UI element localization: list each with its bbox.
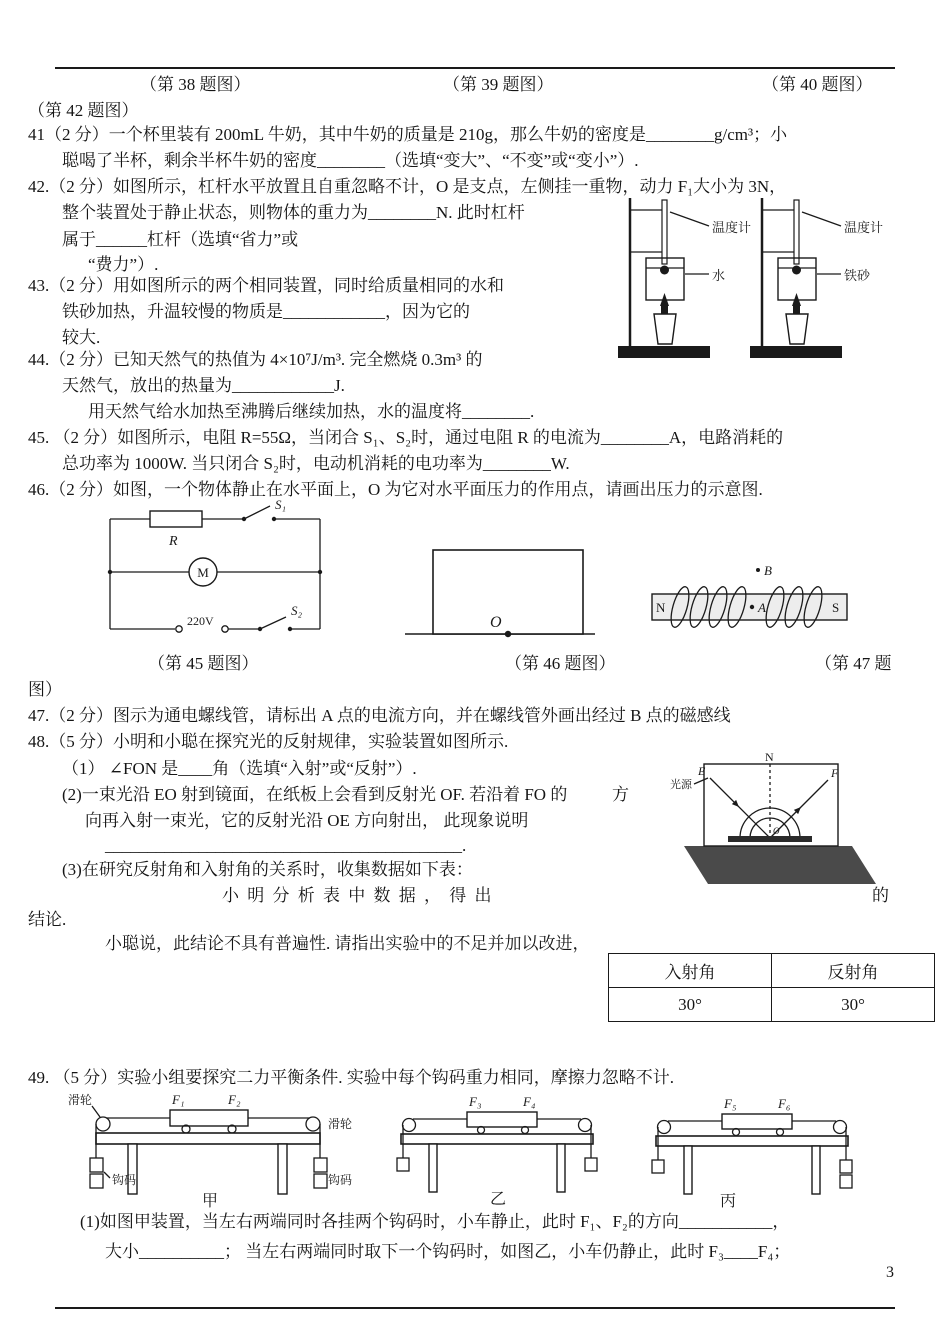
label-force-F3: F₃: [469, 1094, 482, 1109]
question-48-sub3-line2-tail: 的: [872, 886, 889, 905]
label-point-O: O: [490, 614, 502, 631]
block-on-surface-figure-q46: [405, 545, 595, 641]
circuit-figure-q45: [95, 497, 335, 649]
cart-experiment-figure-yi: [385, 1094, 610, 1208]
label-motor-M: M: [197, 565, 209, 580]
question-48-sub2-line2: 向再入射一束光，它的反射光沿 OE 方向射出， 此现象说明: [85, 811, 529, 830]
question-41-line2: 聪喝了半杯，剩余半杯牛奶的密度________（选填“变大”、“不变”或“变小”）.: [62, 151, 639, 170]
label-hooks-left: 钩码: [112, 1173, 137, 1187]
question-47-line1: 47.（2 分）图示为通电螺线管，请标出 A 点的电流方向，并在螺线管外画出经过 B 点的磁感线: [28, 706, 731, 725]
question-43-line2: 铁砂加热，升温较慢的物质是____________，因为它的: [62, 302, 470, 321]
caption-fig39: （第 39 题图）: [443, 75, 554, 94]
caption-fig46: （第 46 题图）: [505, 654, 616, 673]
label-force-F5: F₅: [724, 1096, 737, 1111]
top-divider: [55, 67, 895, 69]
question-44-line3: 用天然气给水加热至沸腾后继续加热，水的温度将________.: [88, 402, 535, 421]
label-pulley-right: 滑轮: [328, 1117, 353, 1131]
label-point-A: A: [758, 600, 766, 615]
label-pole-N: N: [656, 600, 666, 615]
label-resistor-R: R: [169, 534, 178, 549]
question-48-answer-blank: __________________________________________.: [105, 836, 467, 855]
cart-experiment-figure-bing: [640, 1096, 865, 1210]
question-48-sub3-line2: 小 明 分 析 表 中 数 据 ， 得 出: [222, 886, 494, 905]
question-42-line4: “费力”）.: [88, 255, 159, 274]
question-45-line2: 总功率为 1000W. 当只闭合 S₂时，电动机消耗的电功率为________W.: [62, 454, 570, 473]
question-48-intro: 48.（5 分）小明和小聪在探究光的反射规律，实验装置如图所示.: [28, 732, 509, 751]
label-point-B: B: [764, 563, 772, 578]
page-number: 3: [886, 1264, 894, 1281]
table-cell-incident-30: 30°: [609, 988, 772, 1022]
label-point-O-reflection: O: [773, 826, 780, 836]
label-hooks-right: 钩码: [328, 1173, 353, 1187]
question-42-line3: 属于______杠杆（选填“省力”或: [62, 230, 299, 249]
label-thermometer-left: 温度计: [712, 220, 752, 235]
label-point-F: F: [831, 766, 839, 780]
caption-fig38: （第 38 题图）: [140, 75, 251, 94]
question-41-line1: 41（2 分）一个杯里装有 200mL 牛奶，其中牛奶的质量是 210g，那么牛奶的密度是________g/cm³；小: [28, 125, 788, 144]
question-49-intro: 49. （5 分）实验小组要探究二力平衡条件. 实验中每个钩码重力相同，摩擦力忽略不计.: [28, 1068, 674, 1087]
cart-experiment-figure-jia: [62, 1090, 362, 1210]
caption-fig47-part2: 图）: [28, 680, 62, 699]
question-44-line2: 天然气，放出的热量为____________J.: [62, 376, 345, 395]
question-43-line1: 43.（2 分）用如图所示的两个相同装置，同时给质量相同的水和: [28, 276, 504, 295]
question-48-sub2-line1: (2)一束光沿 EO 射到镜面，在纸板上会看到反射光 OF. 若沿着 FO 的: [62, 785, 568, 804]
caption-fig42: （第 42 题图）: [28, 101, 139, 120]
question-48-sub3-line3: 结论.: [28, 910, 67, 929]
label-water: 水: [712, 268, 726, 283]
label-force-F1: F₁: [172, 1092, 185, 1107]
caption-fig40: （第 40 题图）: [762, 75, 873, 94]
label-setup-bing: 丙: [720, 1193, 737, 1210]
label-voltage-220v: 220V: [187, 614, 214, 628]
label-setup-yi: 乙: [490, 1191, 507, 1208]
question-45-line1: 45. （2 分）如图所示，电阻 R=55Ω，当闭合 S₁、S₂时，通过电阻 R 的电流为________A，电路消耗的: [28, 428, 784, 447]
question-42-line1: 42.（2 分）如图所示，杠杆水平放置且自重忽略不计，O 是支点，左侧挂一重物，动力 F₁大小为 3N，: [28, 177, 787, 196]
label-thermometer-right: 温度计: [844, 220, 884, 235]
table-header-incident-angle: 入射角: [609, 954, 772, 988]
label-switch-s1: S₁: [275, 497, 287, 512]
table-header-reflection-angle: 反射角: [772, 954, 935, 988]
question-48-sub4: 小聪说，此结论不具有普遍性. 请指出实验中的不足并加以改进，: [105, 934, 590, 953]
question-49-line1: (1)如图甲装置，当左右两端同时各挂两个钩码时，小车静止，此时 F₁、F₂的方向___________，: [80, 1212, 790, 1231]
label-light-source: 光源: [670, 779, 692, 791]
question-48-sub2-line1-tail: 方: [612, 785, 629, 804]
question-42-line2: 整个装置处于静止状态，则物体的重力为________N. 此时杠杆: [62, 203, 525, 222]
thermometer-apparatus-figure: [616, 190, 886, 362]
label-pulley-left: 滑轮: [68, 1093, 93, 1107]
label-pole-S: S: [832, 600, 840, 615]
label-force-F2: F₂: [228, 1092, 241, 1107]
question-44-line1: 44.（2 分）已知天然气的热值为 4×10⁷J/m³. 完全燃烧 0.3m³ 的: [28, 350, 483, 369]
label-iron-sand: 铁砂: [844, 268, 871, 283]
solenoid-figure-q47: [642, 560, 857, 638]
light-reflection-figure-q48: [670, 750, 880, 890]
question-48-sub1: （1） ∠FON 是____角（选填“入射”或“反射”）.: [62, 759, 417, 778]
label-point-E: E: [698, 764, 706, 778]
question-43-line3: 较大.: [62, 328, 101, 347]
bottom-divider: [55, 1307, 895, 1309]
reflection-data-table: [608, 953, 935, 1022]
label-force-F6: F₆: [778, 1096, 791, 1111]
question-49-line2: 大小__________； 当左右两端同时取下一个钩码时，如图乙，小车仍静止，此时 F₃____F₄；: [105, 1242, 791, 1261]
label-normal-N: N: [765, 750, 774, 764]
label-switch-s2: S₂: [291, 603, 303, 618]
caption-fig45: （第 45 题图）: [148, 654, 259, 673]
question-48-sub3: (3)在研究反射角和入射角的关系时，收集数据如下表：: [62, 860, 473, 879]
label-force-F4: F₄: [523, 1094, 536, 1109]
label-setup-jia: 甲: [202, 1193, 219, 1210]
caption-fig47-part1: （第 47 题: [815, 654, 892, 673]
table-cell-reflection-30: 30°: [772, 988, 935, 1022]
question-46-line1: 46.（2 分）如图，一个物体静止在水平面上，O 为它对水平面压力的作用点，请画出压力的示意图.: [28, 480, 763, 499]
